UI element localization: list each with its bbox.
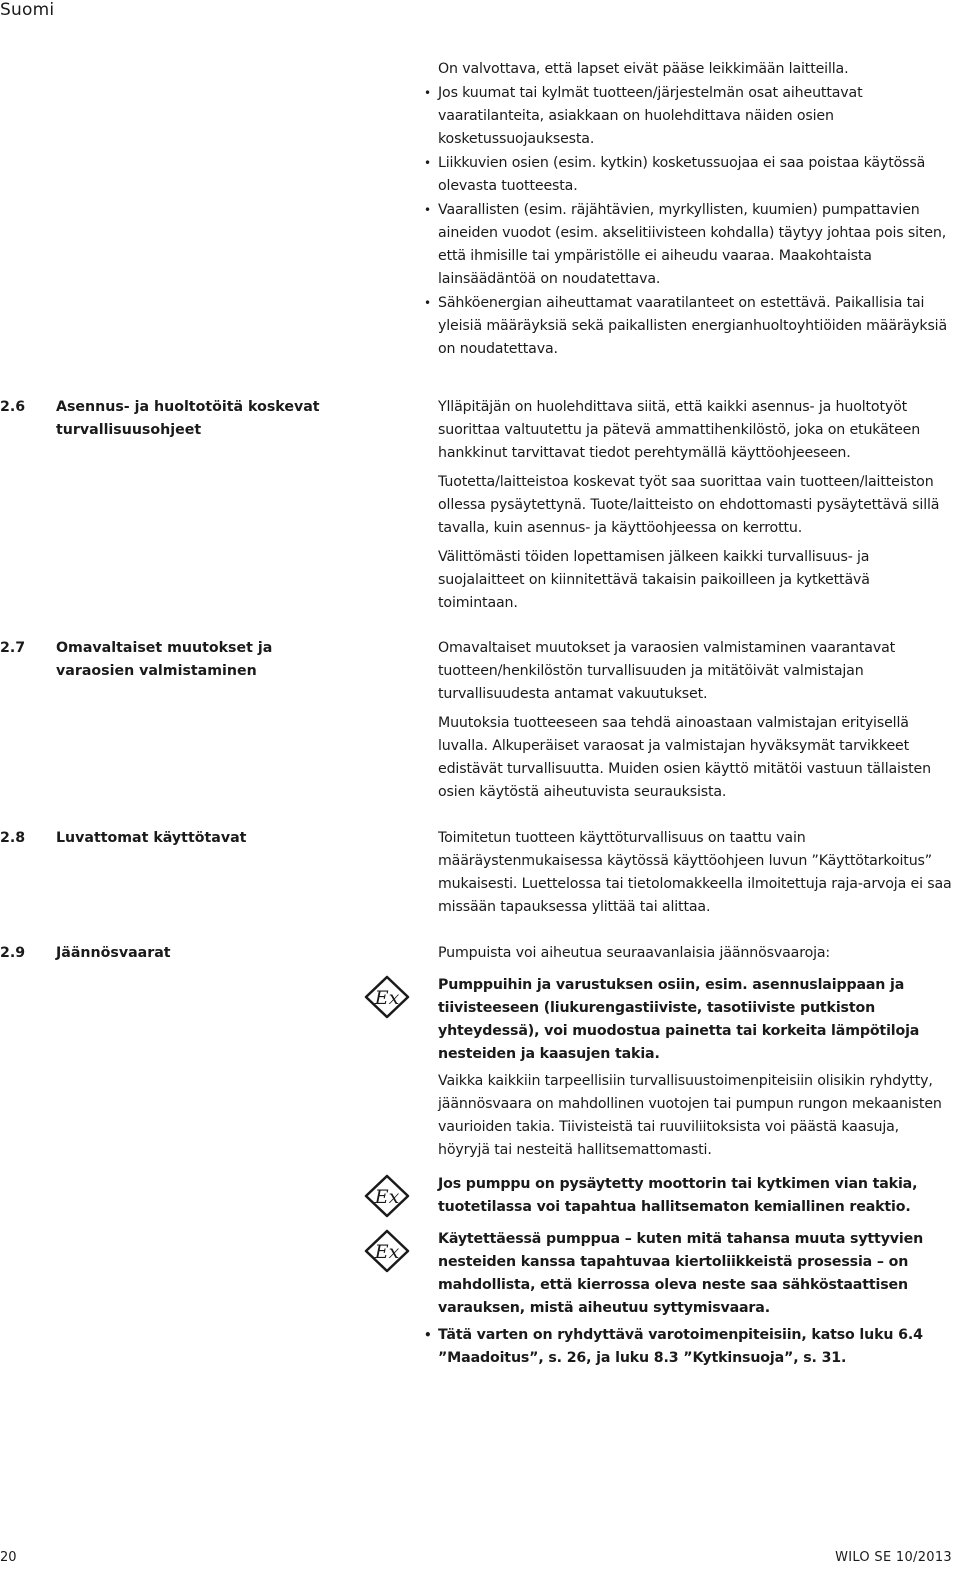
paragraph: Ylläpitäjän on huolehdittava siitä, että kaikki asennus- ja huoltotyöt suorittaa valtuutettu ja pätevä ammattihenkilöstö, joka on etukäteen hankkinut tarvittavat tiedot perehtymällä käyttöohjeeseen. <box>438 399 921 461</box>
section-2-7-body <box>438 637 953 804</box>
residual-risk-electrostatic: Käytettäessä pumppua – kuten mitä tahansa muuta syttyvien nesteiden kanssa tapahtuvaa kiertoliikkeistä prosessia – on mahdollista, että kierrossa oleva neste saa sähköstaattisen varauksen, mistä aiheutuu syttymisvaara. <box>438 1231 924 1316</box>
precaution-bullet-text: • Tätä varten on ryhdyttävä varotoimenpiteisiin, katso luku 6.4 ”Maadoitus”, s. 26, ja luku 8.3 ”Kytkinsuoja”, s. 31. <box>438 1324 953 1370</box>
footer-brand: WILO SE 10/2013 <box>835 1550 952 1565</box>
section-2-8-body <box>438 827 953 919</box>
section-title: Luvattomat käyttötavat <box>56 830 247 846</box>
section-title: Jäännösvaarat <box>56 945 171 961</box>
svg-text:Ex: Ex <box>374 1241 400 1263</box>
ex-explosion-protection-icon <box>364 1229 410 1273</box>
residual-risk-chemical-reaction: Jos pumppu on pysäytetty moottorin tai kytkimen vian takia, tuotetilassa voi tapahtua hallitsematon kemiallinen reaktio. <box>438 1176 918 1215</box>
section-number: 2.6 <box>0 399 26 415</box>
residual-risk-leak-paragraph: Vaikka kaikkiin tarpeellisiin turvallisuustoimenpiteisiin olisikin ryhdytty, jäännösvaara on mahdollinen vuotojen tai pumpun rungon mekaanisten vaurioiden takia. Tiivisteistä tai ruuviliitoksista voi päästä kaasuja, höyryjä tai nesteitä hallitsemattomasti. <box>438 1073 942 1158</box>
paragraph: Toimitetun tuotteen käyttöturvallisuus on taattu vain määräystenmukaisessa käytössä käyttöohjeen luvun ”Käyttötarkoitus” mukaisesti. Luettelossa tai tietolomakkeella ilmoitettuja raja-arvoja ei saa missään tapauksessa ylittää tai alittaa. <box>438 830 952 915</box>
paragraph: Välittömästi töiden lopettamisen jälkeen kaikki turvallisuus- ja suojalaitteet on kiinnitettävä takaisin paikoilleen ja kytkettävä toimintaan. <box>438 549 870 611</box>
intro-bullet: • Sähköenergian aiheuttamat vaaratilanteet on estettävä. Paikallisia tai yleisiä määräyksiä sekä paikallisten energianhuoltoyhtiöiden määräyksiä on noudatettava. <box>438 292 953 361</box>
svg-text:Ex: Ex <box>374 1186 400 1208</box>
section-number: 2.8 <box>0 830 26 846</box>
section-title: Omavaltaiset muutokset ja varaosien valmistaminen <box>56 640 273 679</box>
section-2-6-body <box>438 396 953 615</box>
intro-bullet: • Jos kuumat tai kylmät tuotteen/järjestelmän osat aiheuttavat vaaratilanteita, asiakkaan on huolehdittava näiden osien kosketussuojauksesta. <box>438 82 953 151</box>
section-2-9-lead: Pumpuista voi aiheutua seuraavanlaisia jäännösvaaroja: <box>438 945 831 961</box>
section-number: 2.9 <box>0 945 26 961</box>
svg-text:Ex: Ex <box>374 987 400 1009</box>
residual-risk-pressure: Pumppuihin ja varustuksen osiin, esim. asennuslaippaan ja tiivisteeseen (liukurengastiiviste, tasotiiviste putkiston yhteydessä), voi muodostua painetta tai korkeita lämpötiloja nesteiden ja kaasujen takia. <box>438 977 920 1062</box>
page-language-label: Suomi <box>0 0 55 20</box>
intro-lead: On valvottava, että lapset eivät pääse leikkimään laitteilla. <box>438 61 849 77</box>
section-title: Asennus- ja huoltotöitä koskevat turvallisuusohjeet <box>56 399 320 438</box>
intro-block <box>438 58 953 361</box>
paragraph: Muutoksia tuotteeseen saa tehdä ainoastaan valmistajan erityisellä luvalla. Alkuperäiset varaosat ja valmistajan hyväksymät tarvikkeet edistävät turvallisuutta. Muiden osien käyttö mitätöi vastuun tällaisten osien käytöstä aiheutuvista seurauksista. <box>438 715 931 800</box>
page-number: 20 <box>0 1550 17 1565</box>
intro-bullet: • Vaarallisten (esim. räjähtävien, myrkyllisten, kuumien) pumpattavien aineiden vuodot (esim. akselitiivisteen kohdalla) täytyy johtaa pois siten, että ihmisille tai ympäristölle ei aiheudu vaaraa. Maakohtaista lainsäädäntöä on noudatettava. <box>438 199 953 291</box>
paragraph: Tuotetta/laitteistoa koskevat työt saa suorittaa vain tuotteen/laitteiston ollessa pysäytettynä. Tuote/laitteisto on ehdottomasti pysäytettävä sillä tavalla, kuin asennus- ja käyttöohjeessa on kerrottu. <box>438 474 940 536</box>
ex-explosion-protection-icon <box>364 975 410 1019</box>
section-number: 2.7 <box>0 640 26 656</box>
ex-explosion-protection-icon <box>364 1174 410 1218</box>
intro-bullet: • Liikkuvien osien (esim. kytkin) kosketussuojaa ei saa poistaa käytössä olevasta tuotteesta. <box>438 152 953 198</box>
precaution-bullet <box>438 1324 953 1370</box>
paragraph: Omavaltaiset muutokset ja varaosien valmistaminen vaarantavat tuotteen/henkilöstön turvallisuuden ja mitätöivät valmistajan turvallisuudesta antamat vakuutukset. <box>438 640 896 702</box>
